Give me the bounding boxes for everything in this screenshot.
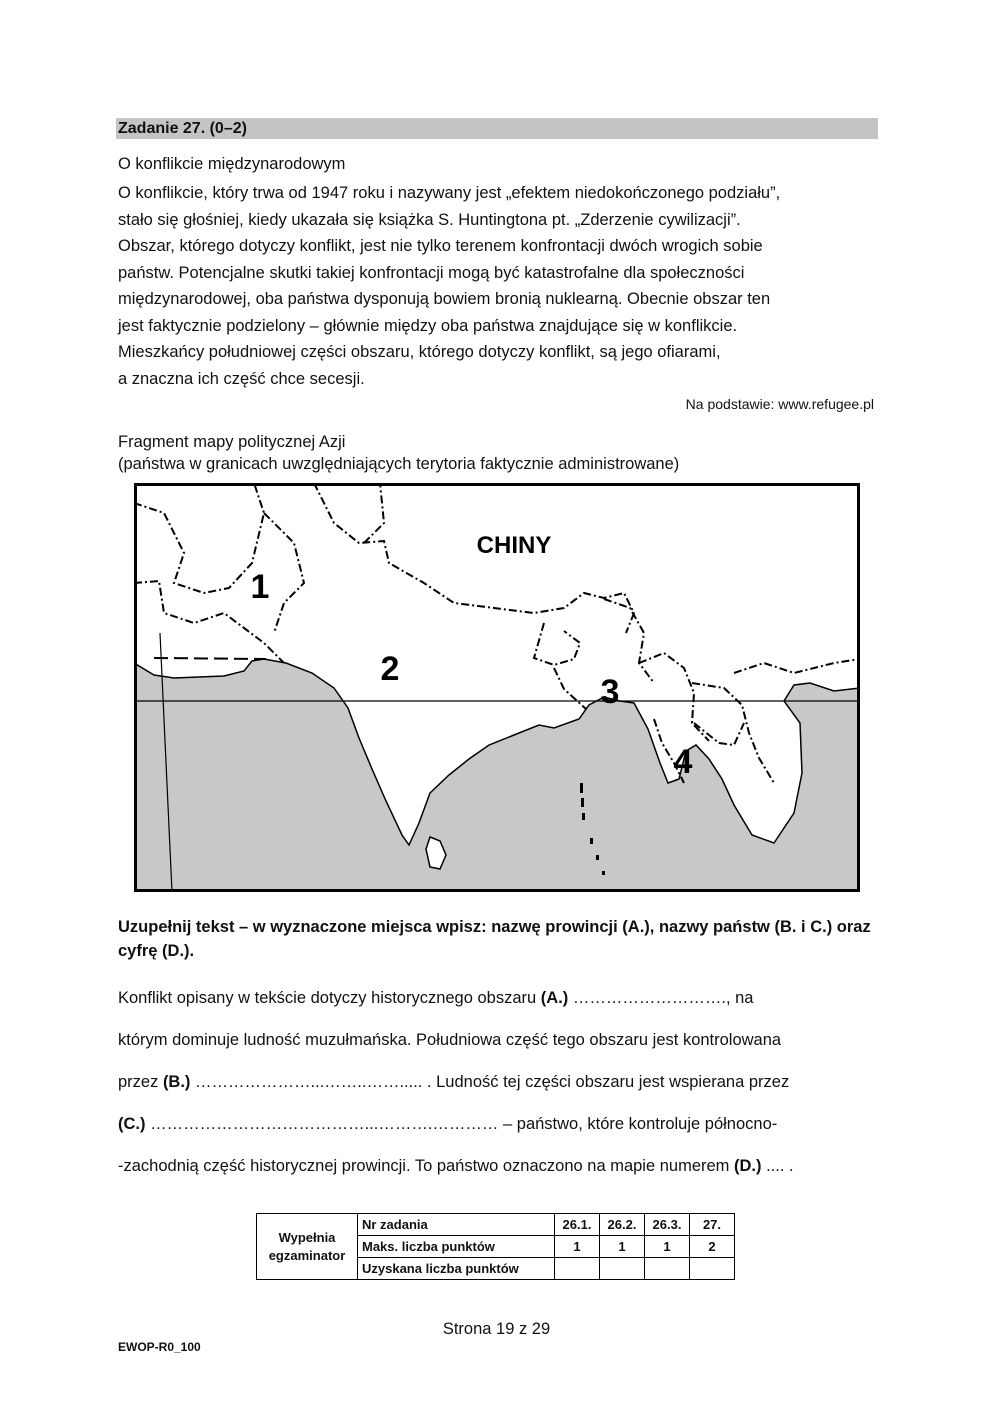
- task-header: Zadanie 27. (0–2): [116, 118, 878, 139]
- max-points-cell: 2: [690, 1236, 735, 1258]
- fill-text-line-1: [118, 989, 753, 1008]
- fill-text: którym dominuje ludność muzułmańska. Południowa część tego obszaru jest kontrolowana: [118, 1031, 782, 1049]
- china-label: CHINY: [476, 532, 552, 559]
- fill-text: przez: [118, 1073, 163, 1091]
- max-points-cell: 1: [555, 1236, 600, 1258]
- map-caption-note: (państwa w granicach uwzględniających terytoria faktycznie administrowane): [118, 455, 680, 473]
- obtained-points-cell[interactable]: [645, 1258, 690, 1280]
- fill-text: Konflikt opisany w tekście dotyczy historycznego obszaru: [118, 989, 541, 1007]
- task-number-cell: 26.1.: [555, 1214, 600, 1236]
- region-label-1: 1: [250, 568, 270, 606]
- task-instruction: Uzupełnij tekst – w wyznaczone miejsca wpisz: nazwę prowincji (A.), nazwy państw (B. i C.) oraz cyfrę (D.).: [118, 918, 871, 960]
- obtained-points-cell[interactable]: [690, 1258, 735, 1280]
- answer-blank-b[interactable]: …………………...……..……..... . Ludność tej części obszaru jest wspierana przez: [190, 1073, 790, 1091]
- score-table: [256, 1213, 735, 1280]
- map-caption-title: Fragment mapy politycznej Azji: [118, 433, 346, 451]
- answer-blank-a[interactable]: ………………………., na: [568, 989, 754, 1007]
- task-subtitle: O konflikcie międzynarodowym: [118, 155, 346, 173]
- obtained-points-cell[interactable]: [555, 1258, 600, 1280]
- region-label-3: 3: [600, 673, 620, 711]
- page-number: Strona 19 z 29: [442, 1320, 551, 1338]
- max-points-cell: 1: [600, 1236, 645, 1258]
- paragraph-line: międzynarodowej, oba państwa dysponują bowiem bronią nuklearną. Obecnie obszar ten: [118, 290, 771, 308]
- exam-code: EWOP-R0_100: [118, 1340, 201, 1354]
- paragraph-line: a znaczna ich część chce secesji.: [118, 369, 365, 388]
- source-citation: Na podstawie: www.refugee.pl: [685, 396, 874, 412]
- row-label-max-points: Maks. liczba punktów: [358, 1236, 555, 1258]
- fill-text-line-4: [118, 1115, 777, 1134]
- paragraph-line: Obszar, którego dotyczy konflikt, jest nie tylko terenem konfrontacji dwóch wrogich sobie: [118, 237, 763, 255]
- examiner-label: Wypełnia egzaminator: [257, 1214, 358, 1280]
- row-label-task-number: Nr zadania: [358, 1214, 555, 1236]
- paragraph-line: Mieszkańcy południowej części obszaru, którego dotyczy konflikt, są jego ofiarami,: [118, 343, 721, 361]
- task-number-cell: 26.2.: [600, 1214, 645, 1236]
- obtained-points-cell[interactable]: [600, 1258, 645, 1280]
- task-number-cell: 26.3.: [645, 1214, 690, 1236]
- fill-text-line-2: [118, 1031, 781, 1050]
- region-label-4: 4: [673, 743, 693, 781]
- task-number-cell: 27.: [690, 1214, 735, 1236]
- paragraph-line: stało się głośniej, kiedy ukazała się książka S. Huntingtona pt. „Zderzenie cywilizacji”.: [118, 210, 741, 229]
- source-paragraph: [118, 180, 878, 392]
- paragraph-line: jest faktycznie podzielony – głównie między oba państwa znajdujące się w konflikcie.: [118, 316, 738, 335]
- region-label-2: 2: [380, 650, 400, 688]
- paragraph-line: O konflikcie, który trwa od 1947 roku i nazywany jest „efektem niedokończonego podziału”,: [118, 184, 781, 202]
- fill-text-line-5: [118, 1157, 794, 1176]
- max-points-cell: 1: [645, 1236, 690, 1258]
- answer-blank-d[interactable]: .... .: [761, 1157, 794, 1175]
- fill-text: -zachodnią część historycznej prowincji. To państwo oznaczono na mapie numerem: [118, 1157, 735, 1175]
- blank-marker-b: (B.): [162, 1073, 191, 1091]
- paragraph-line: państw. Potencjalne skutki takiej konfrontacji mogą być katastrofalne dla społeczności: [118, 263, 745, 282]
- answer-blank-c[interactable]: …………………………………...……….………… – państwo, które kontroluje północno-: [145, 1115, 778, 1133]
- row-label-obtained-points: Uzyskana liczba punktów: [358, 1258, 555, 1280]
- blank-marker-c: (C.): [118, 1115, 146, 1133]
- blank-marker-d: (D.): [734, 1157, 762, 1175]
- blank-marker-a: (A.): [540, 989, 569, 1007]
- south-asia-map: [134, 483, 860, 892]
- fill-text-line-3: [118, 1073, 789, 1092]
